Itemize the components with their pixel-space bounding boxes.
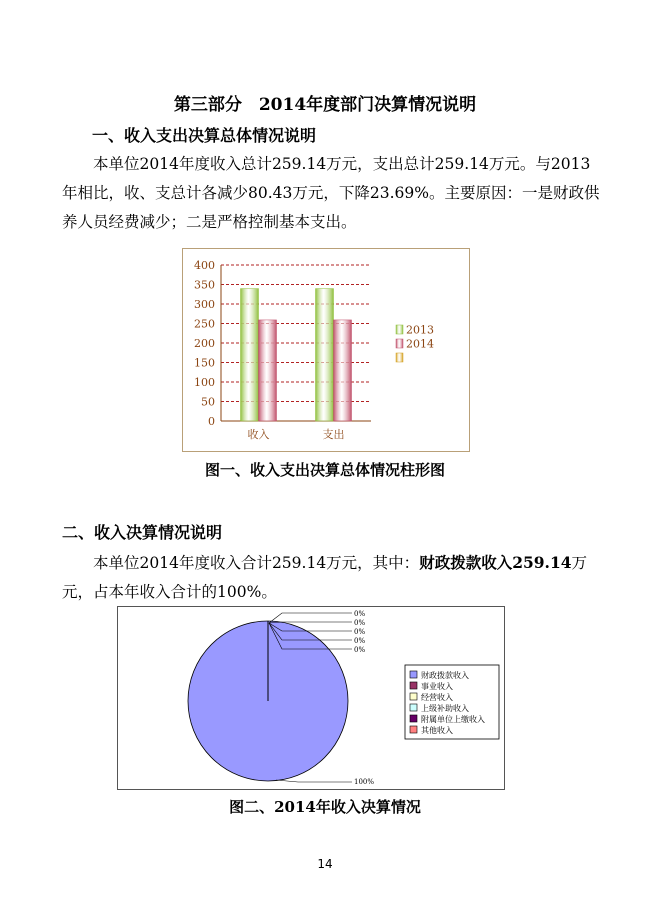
pie-legend-swatch-3 [410,704,417,711]
y-tick-label: 0 [208,415,215,428]
pie-pct-label: 0% [354,610,366,618]
pie-legend-swatch-5 [410,726,417,733]
pie-leader-line [269,613,352,623]
y-tick-label: 350 [194,278,215,292]
pie-pct-label: 0% [354,646,366,654]
y-tick-label: 250 [194,317,215,331]
x-tick-label: 收入 [247,428,270,441]
pie-pct-label: 0% [354,619,366,627]
pie-legend-label-4: 附属单位上缴收入 [421,715,485,724]
y-tick-label: 400 [194,259,215,272]
legend-swatch-blank [396,353,403,362]
pie-legend-label-0: 财政拨款收入 [421,671,469,680]
y-tick-label: 100 [194,376,215,389]
pie-chart [118,607,504,789]
pie-leader-line [276,780,352,782]
page-title: 第三部分 2014年度部门决算情况说明 [173,95,477,115]
legend-label-2014: 2014 [406,337,434,351]
pie-chart-frame [117,606,505,790]
x-tick-label: 支出 [322,428,345,441]
bar-2013-1 [316,289,334,421]
y-tick-label: 50 [201,395,215,409]
y-tick-label: 300 [194,298,215,311]
pie-legend-label-5: 其他收入 [421,726,453,735]
pie-legend-label-1: 事业收入 [421,682,453,691]
y-tick-label: 200 [194,337,215,350]
section2-paragraph [62,548,602,607]
legend-swatch-2014 [396,339,403,348]
section2-text-a: 本单位2014年度收入合计259.14万元，其中： [93,554,420,572]
legend-label-2013: 2013 [406,323,434,337]
section1-paragraph: 本单位2014年度收入总计259.14万元，支出总计259.14万元。与2013年相比，收、支总计各减少80.43万元，下降23.69%。主要原因：一是财政供养人员经费减少；二是严格控制基本支出。 [62,155,600,231]
legend-swatch-2013 [396,325,403,334]
section2-text-c: 万元，占本年收入合计的100%。 [62,554,588,601]
section2-heading: 二、收入决算情况说明 [62,523,223,542]
pie-pct-label: 0% [354,628,366,636]
figure2-caption: 图二、2014年收入决算情况 [229,798,421,816]
y-tick-label: 150 [194,356,215,370]
pie-legend-swatch-0 [410,671,417,678]
figure1-caption: 图一、收入支出决算总体情况柱形图 [204,461,445,479]
pie-legend-swatch-4 [410,715,417,722]
bar-2014-0 [259,320,277,421]
pie-legend-label-3: 上级补助收入 [421,704,469,713]
pie-pct-label: 100% [354,778,375,786]
pie-pct-label: 0% [354,637,366,645]
page-number: 14 [317,857,333,871]
section1-heading: 一、收入支出决算总体情况说明 [92,126,317,145]
section2-text-bold: 财政拨款收入259.14 [419,553,572,572]
bar-2013-0 [241,289,259,421]
pie-legend-swatch-1 [410,682,417,689]
bar-chart-frame [182,248,470,452]
pie-legend-swatch-2 [410,693,417,700]
bar-2014-1 [334,320,352,421]
pie-legend-label-2: 经营收入 [421,693,453,702]
bar-chart [183,249,469,451]
